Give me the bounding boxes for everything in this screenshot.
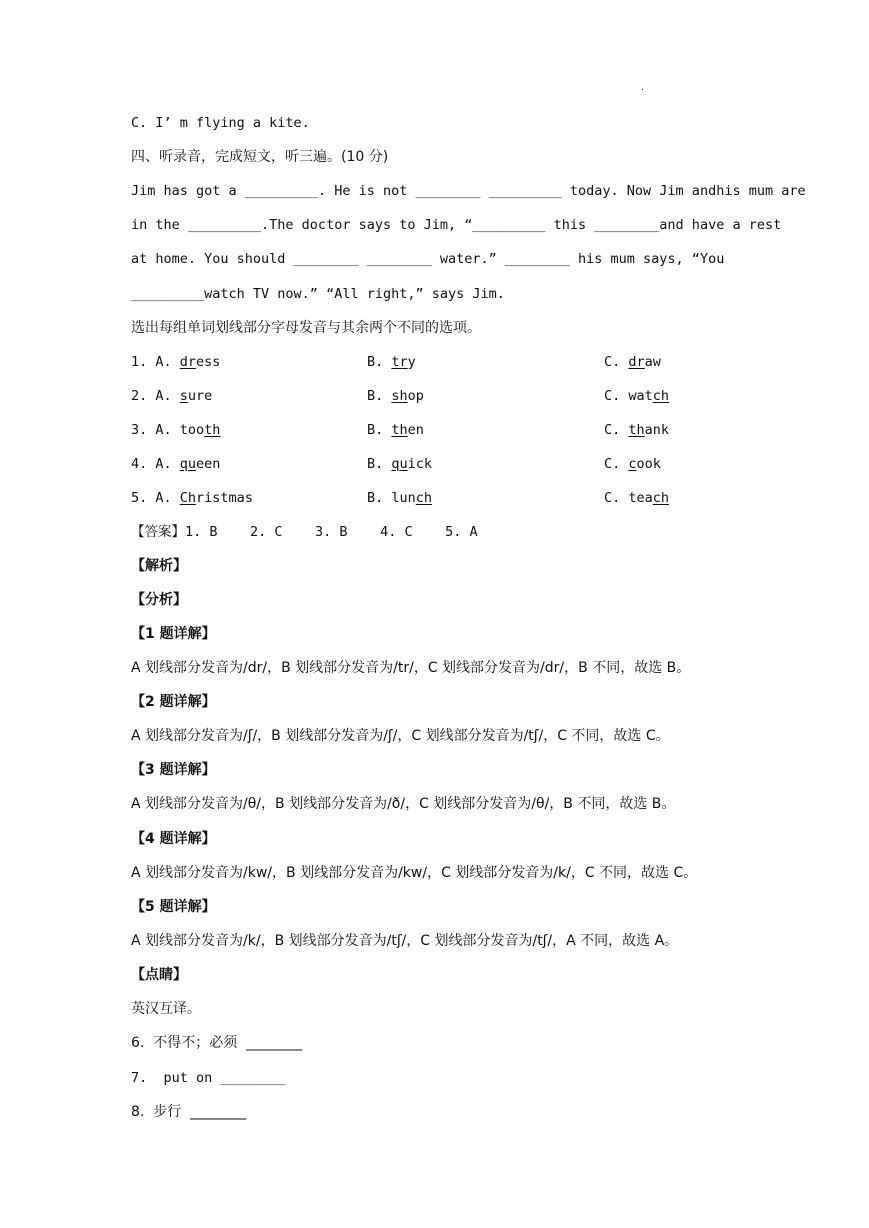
word-part: ick bbox=[407, 456, 433, 472]
underlined-letters: qu bbox=[179, 456, 197, 472]
breakdown-heading: 【分析】 bbox=[131, 592, 187, 608]
underlined-letters: th bbox=[628, 422, 645, 438]
word-part: een bbox=[196, 456, 221, 472]
question-4-option-c bbox=[604, 455, 661, 473]
option-label: B. bbox=[367, 422, 392, 438]
word-part: ank bbox=[644, 422, 670, 438]
question-3-option-a bbox=[131, 421, 220, 439]
underlined-letters: ch bbox=[652, 490, 670, 506]
detail-text-3: A 划线部分发音为/θ/，B 划线部分发音为/ð/，C 划线部分发音为/θ/，B 不同，故选 B。 bbox=[131, 796, 676, 812]
word-part: wat bbox=[628, 388, 653, 404]
underlined-letters: dr bbox=[628, 354, 645, 370]
detail-text-2: A 划线部分发音为/ʃ/，B 划线部分发音为/ʃ/，C 划线部分发音为/tʃ/，C 不同，故选 C。 bbox=[131, 728, 670, 744]
underlined-letters: ch bbox=[652, 388, 670, 404]
detail-text-1: A 划线部分发音为/dr/，B 划线部分发音为/tr/，C 划线部分发音为/dr/，B 不同，故选 B。 bbox=[131, 660, 691, 676]
question-1-option-a bbox=[131, 353, 220, 371]
detail-heading-1: 【1 题详解】 bbox=[131, 626, 216, 642]
underlined-letters: s bbox=[179, 388, 188, 404]
previous-option-c: C. I’ m flying a kite. bbox=[131, 115, 310, 131]
option-label: C. bbox=[604, 456, 629, 472]
passage-line-2: in the _________.The doctor says to Jim, “_________ this ________and have a rest bbox=[131, 217, 782, 233]
option-label: B. bbox=[367, 388, 392, 404]
answer-key: 【答案】1. B 2. C 3. B 4. C 5. A bbox=[131, 524, 478, 540]
underlined-letters: dr bbox=[179, 354, 197, 370]
header-dot: . bbox=[641, 82, 645, 93]
word-part: ure bbox=[187, 388, 213, 404]
translation-instruction: 英汉互译。 bbox=[131, 1001, 201, 1017]
underlined-letters: c bbox=[628, 456, 637, 472]
detail-heading-2: 【2 题详解】 bbox=[131, 694, 216, 710]
tips-heading: 【点睛】 bbox=[131, 967, 187, 983]
word-part: aw bbox=[644, 354, 661, 370]
question-2-option-a bbox=[131, 387, 212, 405]
question-1-option-c bbox=[604, 353, 661, 371]
word-part: tea bbox=[628, 490, 653, 506]
word-part: op bbox=[407, 388, 424, 404]
word-part: lun bbox=[391, 490, 416, 506]
question-4-option-a bbox=[131, 455, 220, 473]
question-3-option-b bbox=[367, 421, 424, 439]
question-5-option-b bbox=[367, 489, 432, 507]
analysis-heading: 【解析】 bbox=[131, 558, 187, 574]
underlined-letters: th bbox=[204, 422, 221, 438]
detail-heading-5: 【5 题详解】 bbox=[131, 899, 216, 915]
question-7: 7. put on ________ bbox=[131, 1070, 286, 1086]
option-label: C. bbox=[604, 388, 629, 404]
question-5-option-a bbox=[131, 489, 253, 507]
question-5-option-c bbox=[604, 489, 669, 507]
option-label: C. bbox=[604, 490, 629, 506]
option-label: 4. A. bbox=[131, 456, 180, 472]
word-part: too bbox=[179, 422, 205, 438]
underlined-letters: sh bbox=[391, 388, 408, 404]
passage-line-4: _________watch TV now.” “All right,” says Jim. bbox=[131, 286, 505, 302]
question-4-option-b bbox=[367, 455, 432, 473]
phonics-instruction: 选出每组单词划线部分字母发音与其余两个不同的选项。 bbox=[131, 320, 481, 336]
question-6: 6. 不得不；必须 ________ bbox=[131, 1035, 303, 1051]
option-label: 1. A. bbox=[131, 354, 180, 370]
detail-heading-3: 【3 题详解】 bbox=[131, 762, 216, 778]
question-8: 8. 步行 ________ bbox=[131, 1104, 247, 1120]
detail-heading-4: 【4 题详解】 bbox=[131, 831, 216, 847]
passage-line-3: at home. You should ________ ________ water.” ________ his mum says, “You bbox=[131, 251, 725, 267]
question-2-option-b bbox=[367, 387, 424, 405]
option-label: B. bbox=[367, 354, 392, 370]
question-1-option-b bbox=[367, 353, 416, 371]
word-part: ess bbox=[196, 354, 221, 370]
underlined-letters: qu bbox=[391, 456, 408, 472]
passage-line-1: Jim has got a _________. He is not ________ _________ today. Now Jim andhis mum are bbox=[131, 183, 806, 199]
detail-text-5: A 划线部分发音为/k/，B 划线部分发音为/tʃ/，C 划线部分发音为/tʃ/，A 不同，故选 A。 bbox=[131, 933, 679, 949]
option-label: B. bbox=[367, 456, 392, 472]
question-2-option-c bbox=[604, 387, 669, 405]
option-label: 2. A. bbox=[131, 388, 180, 404]
word-part: ristmas bbox=[196, 490, 253, 506]
option-label: B. bbox=[367, 490, 392, 506]
word-part: en bbox=[407, 422, 424, 438]
detail-text-4: A 划线部分发音为/kw/，B 划线部分发音为/kw/，C 划线部分发音为/k/，C 不同，故选 C。 bbox=[131, 865, 698, 881]
word-part: ook bbox=[636, 456, 661, 472]
underlined-letters: tr bbox=[391, 354, 408, 370]
option-label: 5. A. bbox=[131, 490, 180, 506]
underlined-letters: ch bbox=[415, 490, 433, 506]
option-label: C. bbox=[604, 354, 629, 370]
word-part: y bbox=[407, 354, 416, 370]
option-label: C. bbox=[604, 422, 629, 438]
section-four-heading: 四、听录音，完成短文，听三遍。(10 分) bbox=[131, 149, 389, 165]
underlined-letters: th bbox=[391, 422, 408, 438]
option-label: 3. A. bbox=[131, 422, 180, 438]
underlined-letters: Ch bbox=[179, 490, 197, 506]
question-3-option-c bbox=[604, 421, 669, 439]
